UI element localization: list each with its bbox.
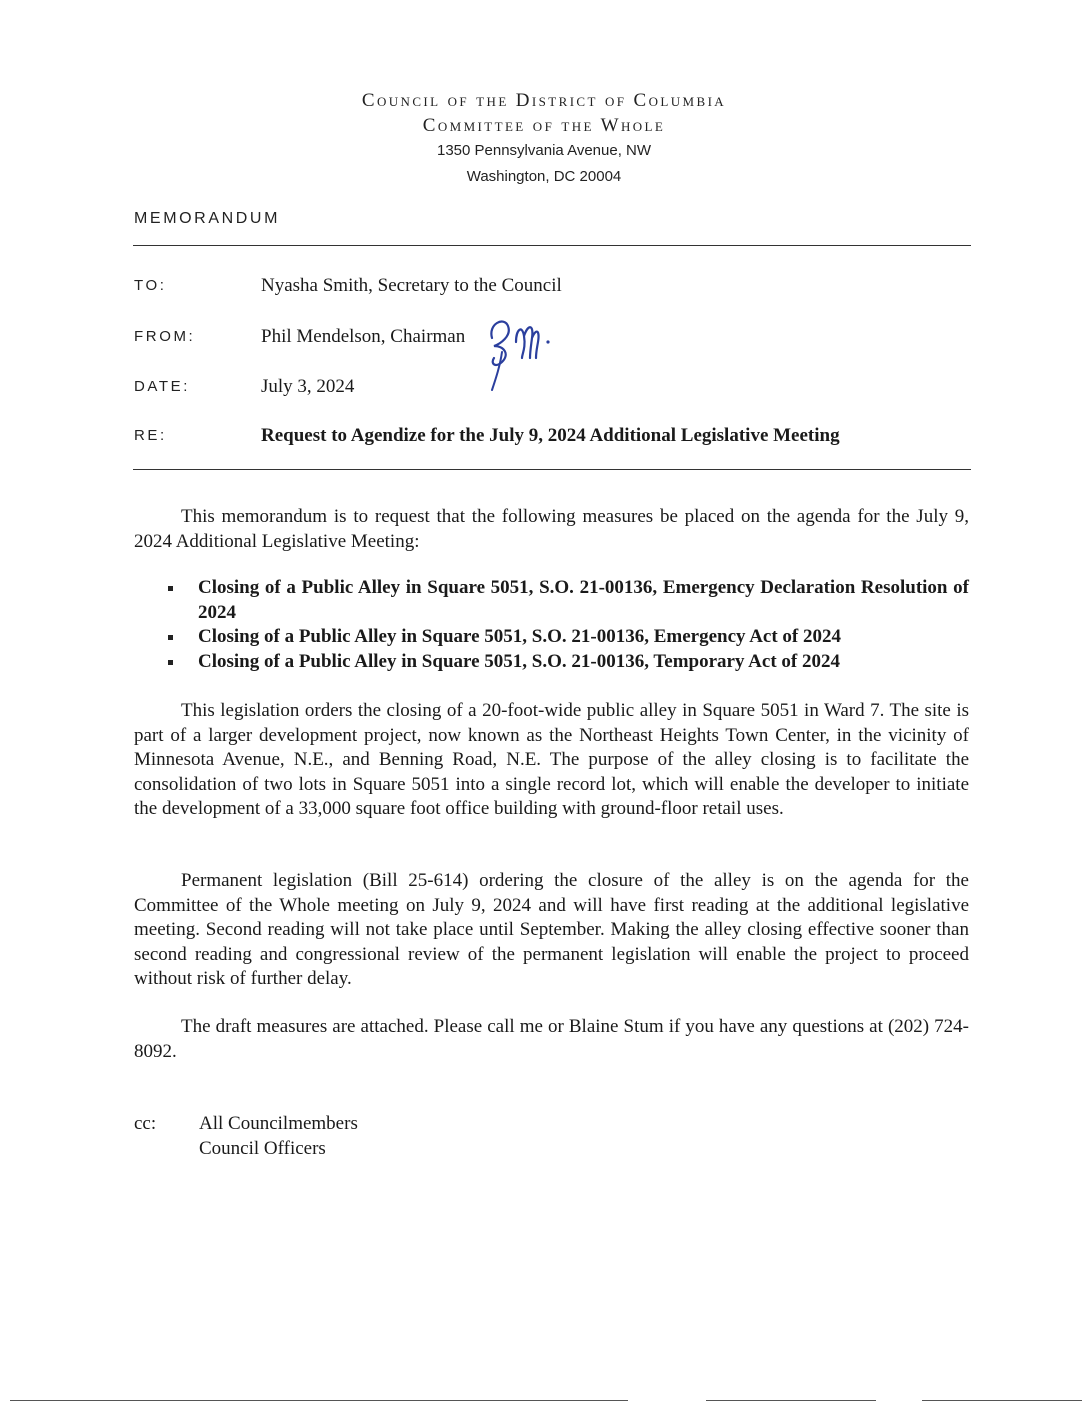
from-value: Phil Mendelson, Chairman bbox=[261, 326, 466, 347]
re-label: RE: bbox=[134, 427, 167, 444]
measure-1: Closing of a Public Alley in Square 5051, S.O. 21-00136, Emergency Declaration Resolution of 2024 bbox=[198, 577, 969, 623]
memo-label: MEMORANDUM bbox=[134, 210, 280, 227]
bullet-icon bbox=[168, 586, 173, 591]
header-divider-top bbox=[133, 245, 971, 246]
footer-rule bbox=[706, 1400, 876, 1401]
cc-recipient: All Councilmembers bbox=[199, 1113, 358, 1134]
address-line-2: Washington, DC 20004 bbox=[466, 168, 622, 185]
body-paragraph-1: This legislation orders the closing of a 20-foot-wide public alley in Square 5051 in Ward 7. The site is part of a larger development project, now known as the Northeast Heights Town Center, in the vicinity of Minnesota Avenue, N.E., and Benning Road, N.E. The purpose of the alley closing is to facilitate the consolidation of two lots in Square 5051 into a single record lot, which will enable the developer to initiate the development of a 33,000 square foot office building with ground-floor retail uses. bbox=[134, 700, 969, 819]
address-line-1: 1350 Pennsylvania Avenue, NW bbox=[436, 142, 652, 159]
cc-recipients bbox=[199, 1111, 358, 1161]
intro-paragraph: This memorandum is to request that the following measures be placed on the agenda for the July 9, 2024 Additional Legislative Meeting: bbox=[134, 506, 969, 552]
bullet-icon bbox=[168, 660, 173, 665]
cc-recipient: Council Officers bbox=[199, 1138, 326, 1159]
to-value: Nyasha Smith, Secretary to the Council bbox=[261, 275, 562, 296]
measure-2: Closing of a Public Alley in Square 5051, S.O. 21-00136, Emergency Act of 2024 bbox=[198, 626, 842, 647]
to-label: TO: bbox=[134, 277, 167, 294]
body-paragraph-2: Permanent legislation (Bill 25-614) ordering the closure of the alley is on the agenda for the Committee of the Whole meeting on July 9, 2024 and will have first reading at the additional legislative meeting. Second reading will not take place until September. Making the alley closing effective sooner than second reading and congressional review of the permanent legislation will enable the project to proceed without risk of further delay. bbox=[134, 870, 969, 989]
footer-rule bbox=[922, 1400, 1082, 1401]
footer-rule bbox=[118, 1400, 628, 1401]
bullet-icon bbox=[168, 635, 173, 640]
list-item bbox=[134, 576, 969, 625]
list-item bbox=[134, 625, 969, 650]
body-paragraph-3: The draft measures are attached. Please call me or Blaine Stum if you have any questions at (202) 724-8092. bbox=[134, 1016, 969, 1062]
date-label: DATE: bbox=[134, 378, 191, 395]
measures-list bbox=[134, 576, 969, 674]
cc-label: cc: bbox=[134, 1113, 157, 1134]
re-value: Request to Agendize for the July 9, 2024 Additional Legislative Meeting bbox=[261, 425, 840, 446]
committee-name: Committee of the Whole bbox=[422, 115, 666, 136]
footer-rule bbox=[10, 1400, 120, 1401]
date-value: July 3, 2024 bbox=[261, 376, 355, 397]
measure-3: Closing of a Public Alley in Square 5051, S.O. 21-00136, Temporary Act of 2024 bbox=[198, 650, 840, 672]
org-name: Council of the District of Columbia bbox=[361, 90, 727, 111]
from-label: FROM: bbox=[134, 328, 196, 345]
handwritten-signature-icon bbox=[482, 312, 562, 398]
letterhead bbox=[0, 88, 1088, 190]
list-item bbox=[134, 650, 969, 675]
header-divider-bottom bbox=[133, 469, 971, 470]
